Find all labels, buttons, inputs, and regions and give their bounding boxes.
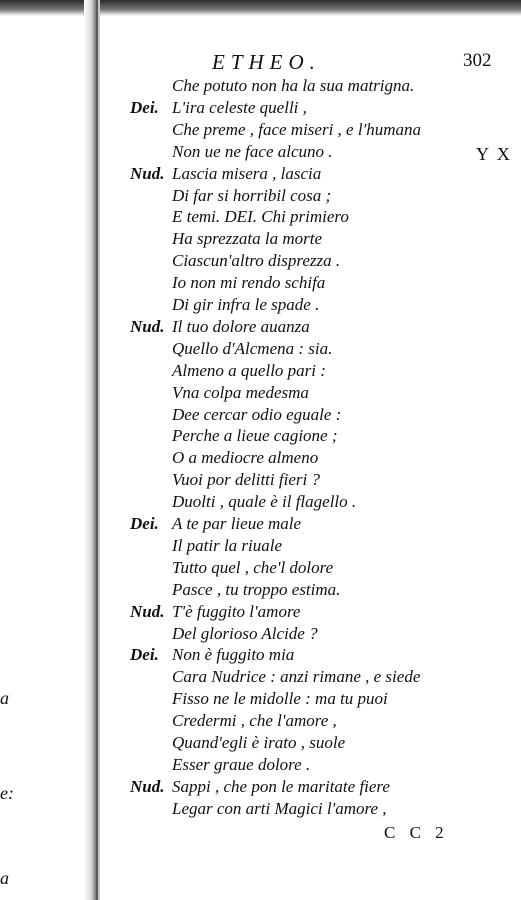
- speaker-label: Nud.: [130, 163, 165, 183]
- verse-line: Fisso ne le midolle : ma tu puoi: [172, 689, 388, 709]
- left-page-fragment: e:: [0, 783, 14, 803]
- verse-line: Tutto quel , che'l dolore: [172, 557, 334, 577]
- speaker-label: Dei.: [130, 645, 159, 665]
- signature-mark: C C 2: [384, 823, 449, 842]
- verse-line: Legar con arti Magici l'amore ,: [172, 798, 387, 818]
- verse-line: Duolti , quale è il flagello .: [172, 492, 357, 512]
- verse-line: Non è fuggito mia: [172, 645, 295, 665]
- speaker-label: Dei.: [130, 514, 159, 533]
- verse-line: Non ue ne face alcuno .: [172, 141, 333, 161]
- verse-line: Vuoi por delitti fieri ?: [172, 470, 320, 490]
- verse-line: Esser graue dolore .: [172, 754, 311, 774]
- verse-line: Ciascun'altro disprezza .: [172, 251, 341, 271]
- verse-line: Di gir infra le spade .: [172, 295, 320, 314]
- left-page-fragment: a: [0, 868, 9, 888]
- verse-line: A te par lieue male: [172, 514, 302, 533]
- speaker-label: Dei.: [130, 97, 159, 117]
- verse-line: E temi. DEI. Chi primiero: [172, 207, 349, 227]
- verse-line: Il tuo dolore auanza: [172, 316, 310, 336]
- verse-line: Almeno a quello pari :: [172, 360, 326, 380]
- verse-line: Dee cercar odio eguale :: [172, 404, 342, 424]
- left-page-fragment: a: [0, 688, 9, 708]
- verse-line: Che potuto non ha la sua matrigna.: [172, 76, 415, 95]
- margin-mark: Y X: [476, 144, 512, 164]
- verse-line: Perche a lieue cagione ;: [172, 426, 338, 446]
- gutter-fold-line: [96, 0, 98, 900]
- speaker-label: Nud.: [130, 601, 165, 621]
- speaker-label: Nud.: [130, 316, 165, 336]
- verse-line: Sappi , che pon le maritate fiere: [172, 776, 390, 796]
- verse-line: Quello d'Alcmena : sia.: [172, 338, 333, 358]
- page-number: 302: [463, 50, 492, 71]
- running-title: ETHEO.: [212, 50, 321, 74]
- verse-line: Di far si horribil cosa ;: [172, 185, 332, 205]
- verse-line: Vna colpa medesma: [172, 382, 309, 402]
- verse-line: Cara Nudrice : anzi rimane , e siede: [172, 667, 421, 687]
- verse-line: Io non mi rendo schifa: [172, 273, 326, 293]
- verse-line: L'ira celeste quelli ,: [172, 97, 307, 117]
- verse-line: Che preme , face miseri , e l'humana: [172, 119, 421, 139]
- verse-line: T'è fuggito l'amore: [172, 601, 301, 621]
- speaker-label: Nud.: [130, 776, 165, 796]
- verse-line: O a mediocre almeno: [172, 448, 319, 468]
- verse-line: Lascia misera , lascia: [172, 163, 322, 183]
- verse-line: Credermi , che l'amore ,: [172, 711, 337, 731]
- page-top-edge: [0, 0, 521, 16]
- verse-line: Del glorioso Alcide ?: [172, 623, 318, 643]
- verse-line: Ha sprezzata la morte: [172, 229, 323, 249]
- verse-line: Il patir la riuale: [172, 535, 283, 555]
- verse-line: Pasce , tu troppo estima.: [172, 579, 341, 599]
- verse-line: Quand'egli è irato , suole: [172, 733, 346, 752]
